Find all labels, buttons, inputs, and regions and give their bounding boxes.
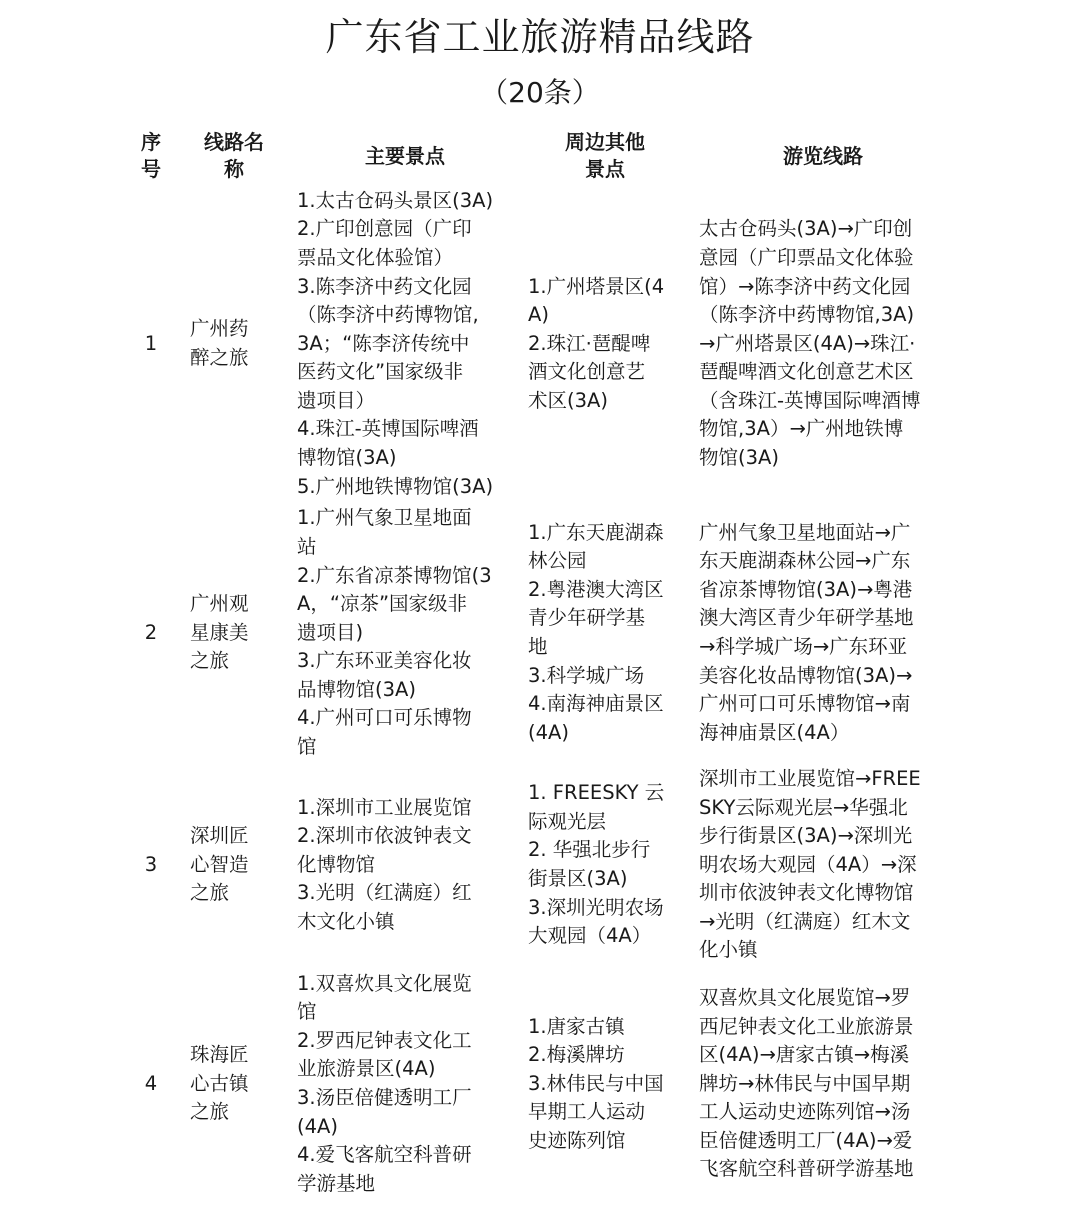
row-1-seq: 1 xyxy=(144,331,158,355)
row-1-tour-route: 太古仓码头(3A)→广印创 意园（广印票品文化体验 馆）→陈李济中药文化园 （陈李济中药博物馆,3A) →广州塔景区(4A)→珠江· 琶醍啤酒文化创意艺术区 （含珠江-英博国际啤酒博 物馆,3A）→广州地铁博 物馆(3A) xyxy=(699,217,921,470)
row-2-nearby-sites: 1.广东天鹿湖森 林公园 2.粤港澳大湾区 青少年研学基 地 3.科学城广场 4.南海神庙景区 (4A) xyxy=(528,520,664,744)
page-title: 广东省工业旅游精品线路 xyxy=(325,15,755,59)
row-4-route-name: 珠海匠 心古镇 之旅 xyxy=(190,1043,249,1124)
row-4-main-sites: 1.双喜炊具文化展览 馆 2.罗西尼钟表文化工 业旅游景区(4A) 3.汤臣倍健透明工厂 (4A) 4.爱飞客航空科普研 学游基地 xyxy=(297,971,472,1195)
row-3-nearby-sites: 1. FREESKY 云 际观光层 2. 华强北步行 街景区(3A) 3.深圳光明农场 大观园（4A） xyxy=(528,781,665,948)
row-4-nearby-sites: 1.唐家古镇 2.梅溪牌坊 3.林伟民与中国 早期工人运动 史迹陈列馆 xyxy=(528,1014,664,1152)
header-tour-route: 游览线路 xyxy=(783,143,863,168)
row-1-route-name: 广州药 醉之旅 xyxy=(190,317,249,369)
row-2-route-name: 广州观 星康美 之旅 xyxy=(190,592,249,673)
row-3-tour-route: 深圳市工业展览馆→FREE SKY云际观光层→华强北 步行街景区(3A)→深圳光 明农场大观园（4A）→深 圳市依波钟表文化博物馆 →光明（红满庭）红木文 化小镇 xyxy=(699,766,921,962)
header-seq: 序 号 xyxy=(141,130,161,181)
row-3-seq: 3 xyxy=(144,852,158,876)
page-subtitle: （20条） xyxy=(480,76,600,109)
row-3-route-name: 深圳匠 心智造 之旅 xyxy=(190,824,249,905)
row-2-tour-route: 广州气象卫星地面站→广 东天鹿湖森林公园→广东 省凉茶博物馆(3A)→粤港 澳大湾区青少年研学基地 →科学城广场→广东环亚 美容化妆品博物馆(3A)→ 广州可口可乐博物馆→南 海神庙景区(4A） xyxy=(699,520,914,744)
header-main-sites: 主要景点 xyxy=(365,143,445,168)
row-2-main-sites: 1.广州气象卫星地面 站 2.广东省凉茶博物馆(3 A，“凉茶”国家级非 遗项目) 3.广东环亚美容化妆 品博物馆(3A) 4.广州可口可乐博物 馆 xyxy=(297,506,492,759)
row-1-main-sites: 1.太古仓码头景区(3A) 2.广印创意园（广印 票品文化体验馆） 3.陈李济中药文化园 （陈李济中药博物馆, 3A；“陈李济传统中 医药文化”国家级非 遗项目） 4.珠江-英博国际啤酒 博物馆(3A) 5.广州地铁博物馆(3A) xyxy=(297,188,494,498)
row-2-seq: 2 xyxy=(144,620,158,644)
row-4-tour-route: 双喜炊具文化展览馆→罗 西尼钟表文化工业旅游景 区(4A)→唐家古镇→梅溪 牌坊→林伟民与中国早期 工人运动史迹陈列馆→汤 臣倍健透明工厂(4A)→爱 飞客航空科普研学游基地 xyxy=(699,985,914,1181)
row-4-seq: 4 xyxy=(144,1071,158,1095)
header-route-name: 线路名 称 xyxy=(204,130,264,181)
row-1-nearby-sites: 1.广州塔景区(4 A) 2.珠江·琶醍啤 酒文化创意艺 术区(3A) xyxy=(528,274,665,412)
row-3-main-sites: 1.深圳市工业展览馆 2.深圳市依波钟表文 化博物馆 3.光明（红满庭）红 木文化小镇 xyxy=(297,795,472,933)
header-nearby-sites: 周边其他 景点 xyxy=(565,130,645,181)
